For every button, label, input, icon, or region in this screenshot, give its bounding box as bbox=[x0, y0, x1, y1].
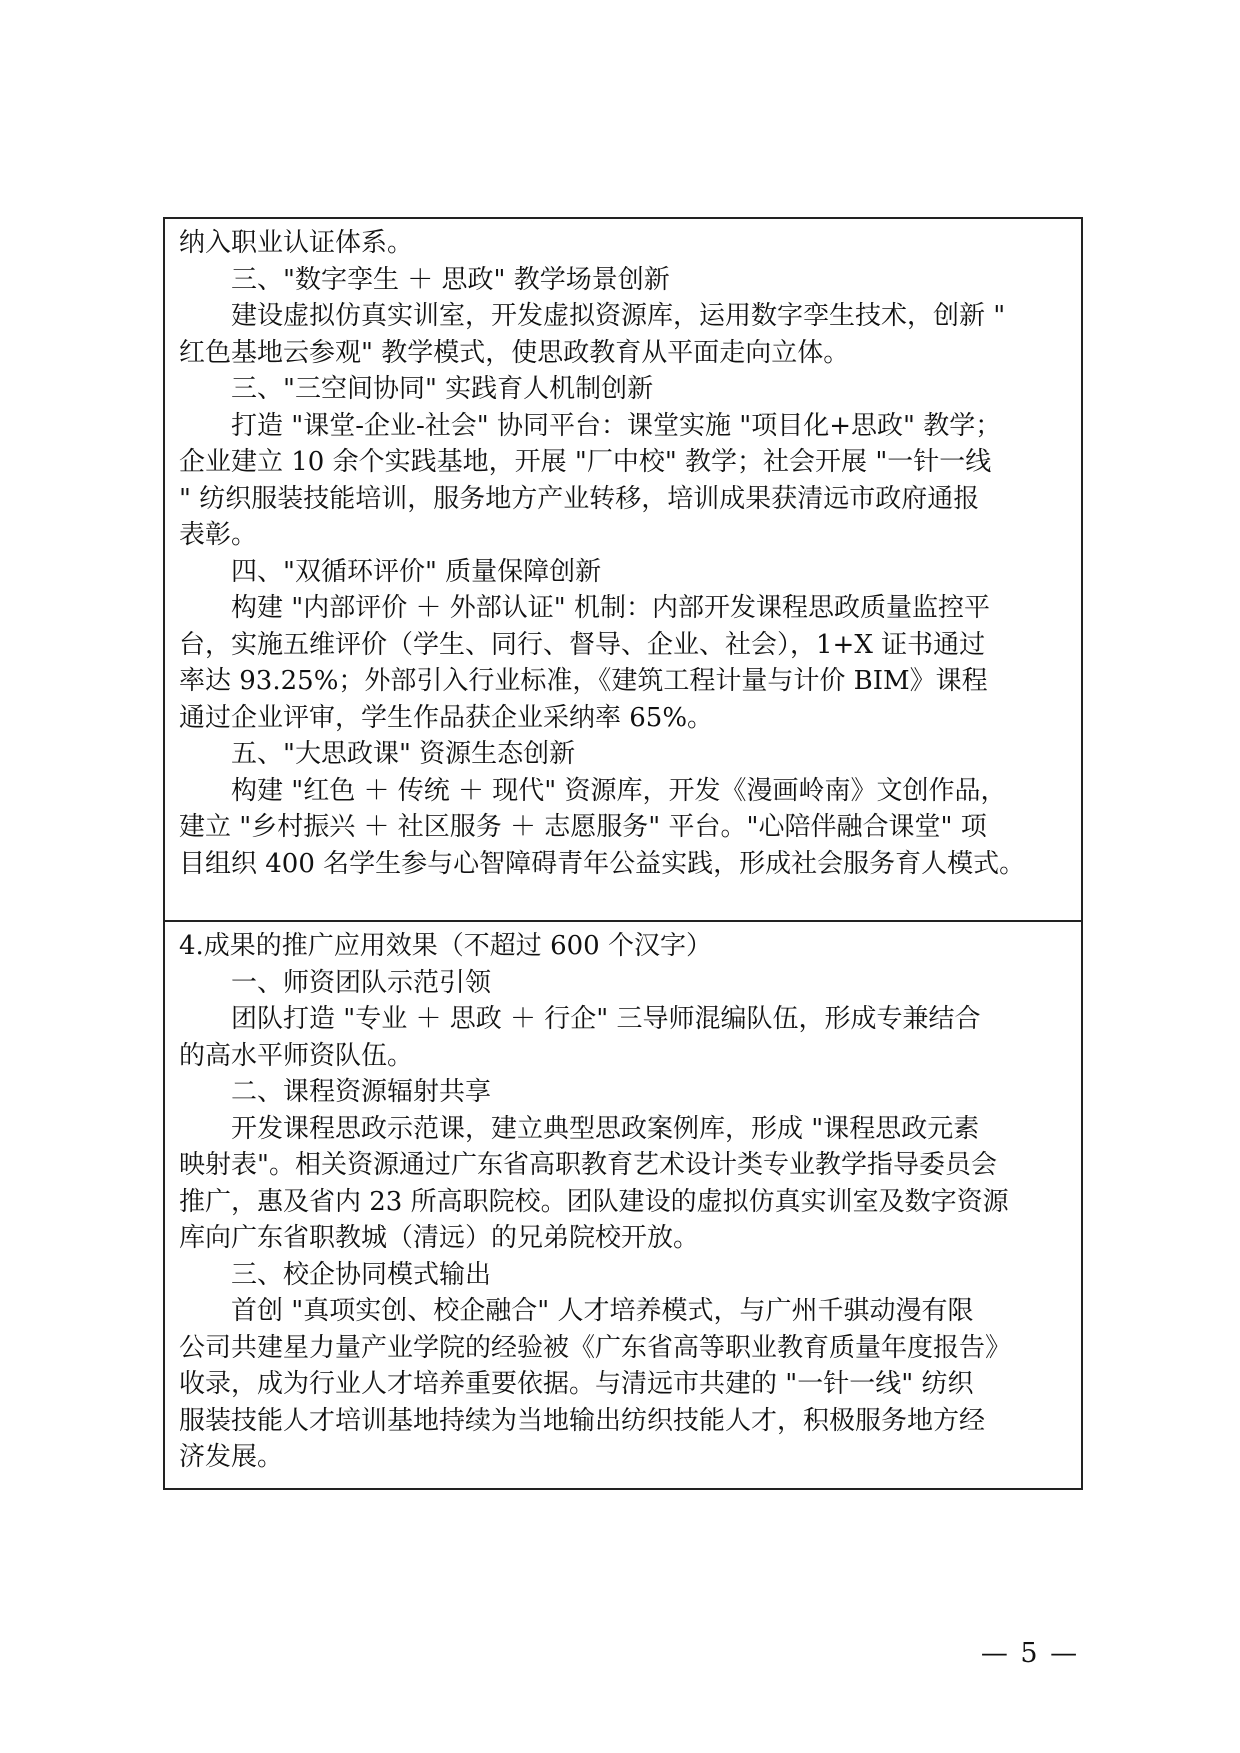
section-promotion-cell bbox=[164, 921, 1082, 1489]
text-line: 服装技能人才培训基地持续为当地输出纺织技能人才，积极服务地方经 bbox=[179, 1405, 986, 1436]
page-number: — 5 — bbox=[980, 1638, 1080, 1669]
text-line: 首创 "真项实创、校企融合" 人才培养模式，与广州千骐动漫有限 bbox=[179, 1296, 974, 1326]
text-line: 的高水平师资队伍。 bbox=[179, 1040, 414, 1071]
text-line: 构建 "内部评价 ＋ 外部认证" 机制：内部开发课程思政质量监控平 bbox=[179, 593, 990, 623]
text-line: " 纺织服装技能培训，服务地方产业转移，培训成果获清远市政府通报 bbox=[179, 483, 980, 514]
text-line: 收录，成为行业人才培养重要依据。与清远市共建的 "一针一线" 纺织 bbox=[179, 1369, 974, 1399]
text-line: 构建 "红色 ＋ 传统 ＋ 现代" 资源库，开发《漫画岭南》文创作品， bbox=[179, 775, 1007, 806]
subheading-line: 一、师资团队示范引领 bbox=[179, 967, 492, 998]
text-line: 建立 "乡村振兴 ＋ 社区服务 ＋ 志愿服务" 平台。"心陪伴融合课堂" 项 bbox=[179, 812, 987, 842]
section-heading: 4.成果的推广应用效果（不超过 600 个汉字） bbox=[179, 931, 712, 961]
text-line: 纳入职业认证体系。 bbox=[179, 228, 414, 258]
text-line: 公司共建星力量产业学院的经验被《广东省高等职业教育质量年度报告》 bbox=[179, 1332, 1012, 1363]
text-line: 率达 93.25%；外部引入行业标准，《建筑工程计量与计价 BIM》课程 bbox=[179, 666, 988, 696]
text-line: 建设虚拟仿真实训室，开发虚拟资源库，运用数字孪生技术，创新 " bbox=[179, 301, 1006, 331]
content-table bbox=[163, 217, 1083, 1490]
text-line: 红色基地云参观" 教学模式，使思政教育从平面走向立体。 bbox=[179, 337, 850, 368]
subheading-line: 三、校企协同模式输出 bbox=[179, 1259, 492, 1290]
table-row bbox=[164, 921, 1082, 1489]
text-line: 团队打造 "专业 ＋ 思政 ＋ 行企" 三导师混编队伍，形成专兼结合 bbox=[179, 1004, 981, 1034]
text-line: 济发展。 bbox=[179, 1442, 284, 1472]
text-line: 打造 "课堂-企业-社会" 协同平台：课堂实施 "项目化+思政" 教学； bbox=[179, 410, 1002, 441]
text-line: 库向广东省职教城（清远）的兄弟院校开放。 bbox=[179, 1223, 700, 1253]
text-line: 企业建立 10 余个实践基地，开展 "厂中校" 教学；社会开展 "一针一线 bbox=[179, 447, 992, 477]
section-innovation-cell bbox=[164, 218, 1082, 921]
text-line: 表彰。 bbox=[179, 520, 258, 550]
text-line: 台，实施五维评价（学生、同行、督导、企业、社会），1+X 证书通过 bbox=[179, 629, 986, 660]
subheading-line: 五、"大思政课" 资源生态创新 bbox=[179, 739, 576, 769]
text-line: 开发课程思政示范课，建立典型思政案例库，形成 "课程思政元素 bbox=[179, 1113, 980, 1144]
subheading-line: 四、"双循环评价" 质量保障创新 bbox=[179, 556, 602, 587]
subheading-line: 三、"数字孪生 ＋ 思政" 教学场景创新 bbox=[179, 264, 670, 295]
text-line: 推广，惠及省内 23 所高职院校。团队建设的虚拟仿真实训室及数字资源 bbox=[179, 1186, 1009, 1217]
table-row bbox=[164, 218, 1082, 921]
text-line: 目组织 400 名学生参与心智障碍青年公益实践，形成社会服务育人模式。 bbox=[179, 848, 1026, 879]
subheading-line: 三、"三空间协同" 实践育人机制创新 bbox=[179, 374, 654, 404]
text-line: 映射表"。相关资源通过广东省高职教育艺术设计类专业教学指导委员会 bbox=[179, 1150, 997, 1180]
text-line: 通过企业评审，学生作品获企业采纳率 65%。 bbox=[179, 702, 714, 733]
subheading-line: 二、课程资源辐射共享 bbox=[179, 1077, 492, 1107]
